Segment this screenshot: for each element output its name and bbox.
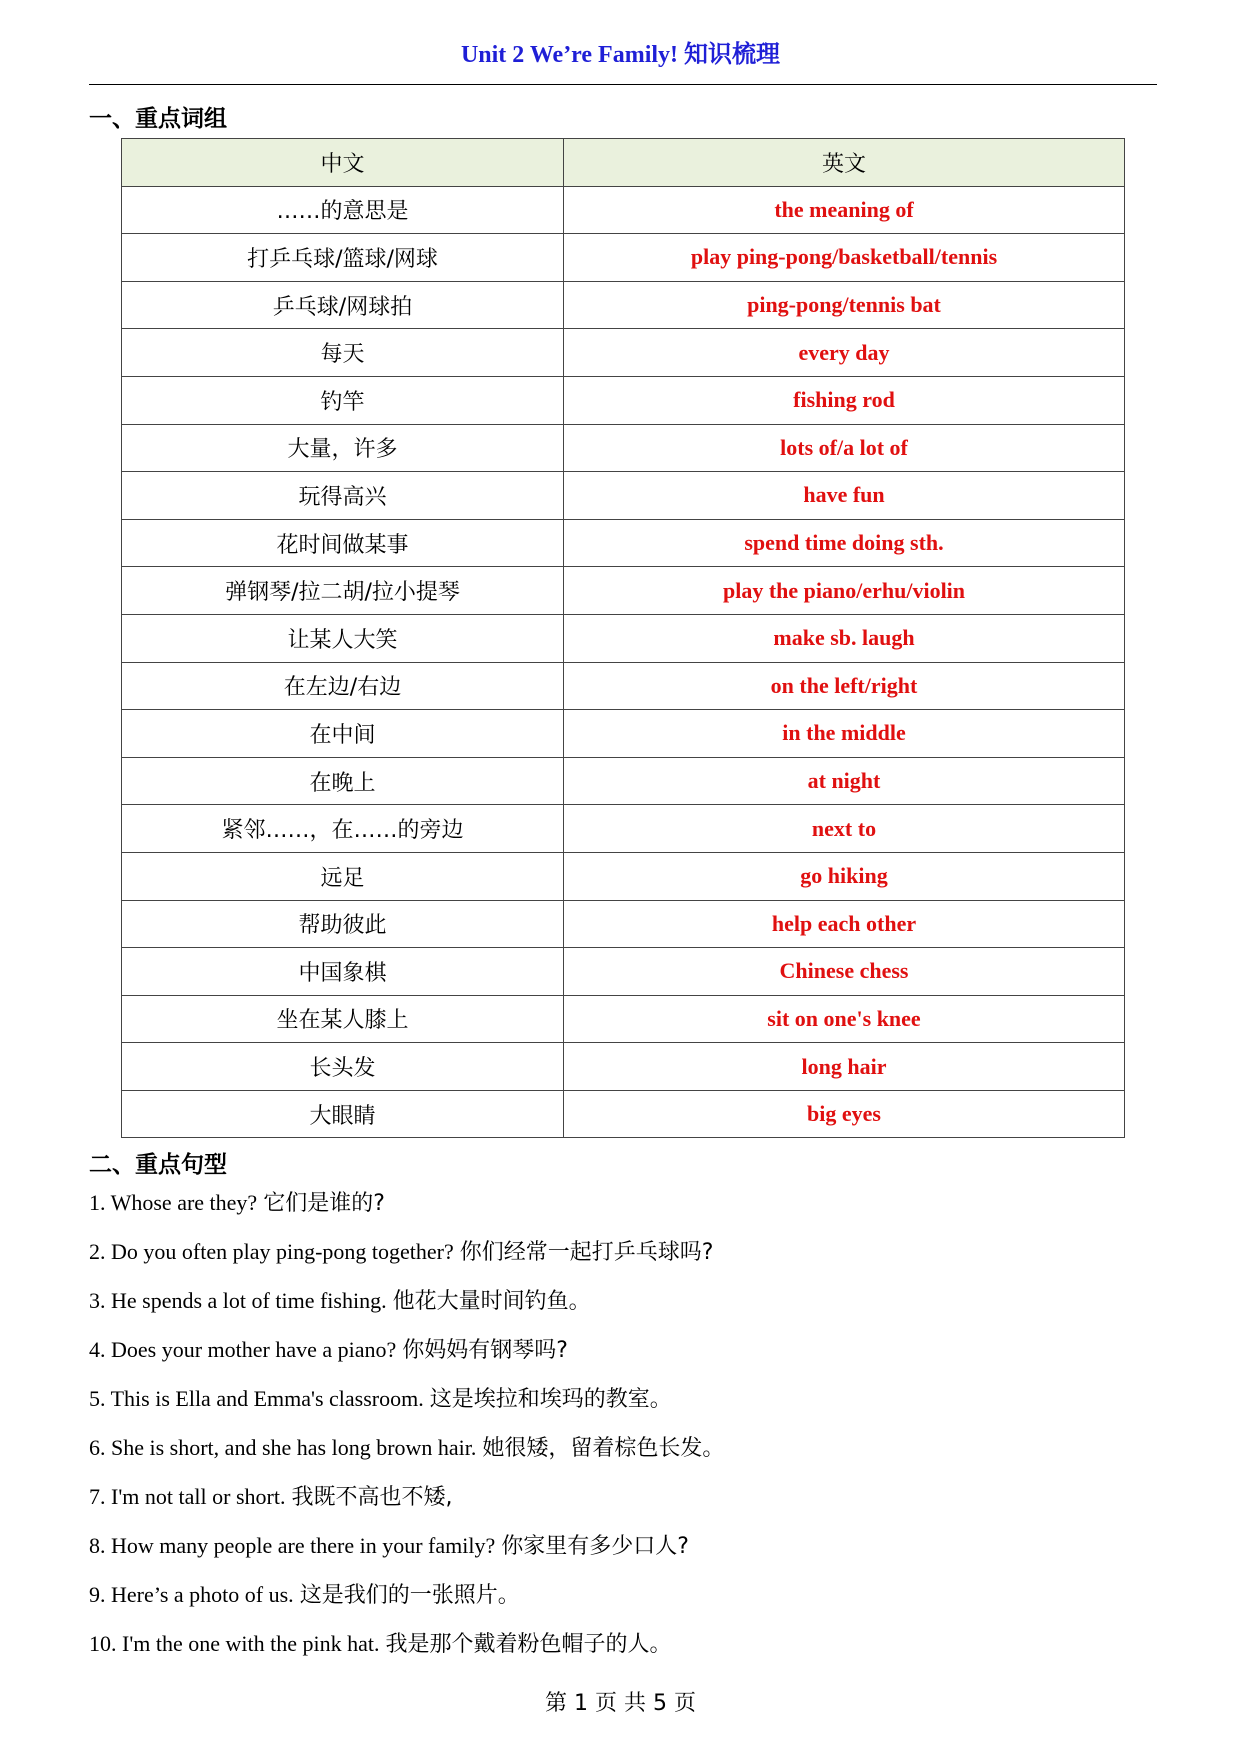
sentence-english: 5. This is Ella and Emma's classroom.: [89, 1386, 424, 1411]
sentence-item: [89, 1531, 1149, 1580]
sentence-english: 9. Here’s a photo of us.: [89, 1582, 294, 1607]
phrase-chinese-cell: 大量，许多: [122, 424, 564, 472]
table-row: [122, 948, 1125, 996]
page-number: 第 1 页 共 5 页: [545, 1691, 696, 1716]
phrase-english-cell: play ping-pong/basketball/tennis: [564, 234, 1125, 282]
phrase-chinese-cell: 每天: [122, 329, 564, 377]
phrase-english-cell: sit on one's knee: [564, 995, 1125, 1043]
table-row: [122, 1043, 1125, 1091]
phrase-english-cell: spend time doing sth.: [564, 519, 1125, 567]
phrase-chinese-cell: 在晚上: [122, 757, 564, 805]
phrase-english-cell: Chinese chess: [564, 948, 1125, 996]
sentence-chinese: 她很矮，留着棕色长发。: [482, 1436, 725, 1461]
vocab-table: [121, 138, 1125, 1138]
sentence-chinese: 你家里有多少口人?: [501, 1534, 689, 1559]
header-rule: [89, 84, 1157, 85]
sentence-item: [89, 1384, 1149, 1433]
table-row: [122, 805, 1125, 853]
sentence-english: 2. Do you often play ping-pong together?: [89, 1239, 454, 1264]
table-row: [122, 281, 1125, 329]
phrase-chinese-cell: 紧邻……，在……的旁边: [122, 805, 564, 853]
sentence-chinese: 他花大量时间钓鱼。: [392, 1289, 591, 1314]
table-row: [122, 614, 1125, 662]
sentence-item: [89, 1482, 1149, 1531]
phrase-chinese-cell: ……的意思是: [122, 186, 564, 234]
sentence-english: 7. I'm not tall or short.: [89, 1484, 286, 1509]
section-heading-sentences: 二、重点句型: [89, 1151, 227, 1178]
phrase-chinese-cell: 在中间: [122, 710, 564, 758]
table-row: [122, 329, 1125, 377]
phrase-chinese-cell: 玩得高兴: [122, 472, 564, 520]
phrase-chinese-cell: 在左边/右边: [122, 662, 564, 710]
sentence-english: 1. Whose are they?: [89, 1190, 258, 1215]
sentence-english: 8. How many people are there in your family?: [89, 1533, 496, 1558]
sentence-chinese: 你妈妈有钢琴吗?: [402, 1338, 568, 1363]
column-header-chinese: 中文: [122, 139, 564, 187]
sentence-item: [89, 1237, 1149, 1286]
table-row: [122, 757, 1125, 805]
table-row: [122, 900, 1125, 948]
phrase-english-cell: have fun: [564, 472, 1125, 520]
phrase-chinese-cell: 长头发: [122, 1043, 564, 1091]
sentence-english: 6. She is short, and she has long brown hair.: [89, 1435, 477, 1460]
sentence-item: [89, 1580, 1149, 1629]
phrase-chinese-cell: 大眼睛: [122, 1090, 564, 1138]
table-row: [122, 662, 1125, 710]
table-row: [122, 472, 1125, 520]
phrase-chinese-cell: 钓竿: [122, 376, 564, 424]
sentence-item: [89, 1433, 1149, 1482]
sentence-item: [89, 1629, 1149, 1678]
phrase-english-cell: ping-pong/tennis bat: [564, 281, 1125, 329]
phrase-chinese-cell: 弹钢琴/拉二胡/拉小提琴: [122, 567, 564, 615]
phrase-english-cell: on the left/right: [564, 662, 1125, 710]
table-row: [122, 710, 1125, 758]
phrase-english-cell: fishing rod: [564, 376, 1125, 424]
sentence-item: [89, 1286, 1149, 1335]
sentence-item: [89, 1188, 1149, 1237]
phrase-chinese-cell: 帮助彼此: [122, 900, 564, 948]
table-row: [122, 1090, 1125, 1138]
phrase-chinese-cell: 让某人大笑: [122, 614, 564, 662]
phrase-english-cell: play the piano/erhu/violin: [564, 567, 1125, 615]
phrase-english-cell: big eyes: [564, 1090, 1125, 1138]
table-row: [122, 376, 1125, 424]
sentence-chinese: 我是那个戴着粉色帽子的人。: [385, 1632, 672, 1657]
phrase-english-cell: at night: [564, 757, 1125, 805]
phrase-chinese-cell: 中国象棋: [122, 948, 564, 996]
phrase-chinese-cell: 打乒乓球/篮球/网球: [122, 234, 564, 282]
phrase-chinese-cell: 远足: [122, 852, 564, 900]
phrase-chinese-cell: 坐在某人膝上: [122, 995, 564, 1043]
sentence-chinese: 你们经常一起打乒乓球吗?: [459, 1240, 714, 1265]
phrase-english-cell: lots of/a lot of: [564, 424, 1125, 472]
document-title: Unit 2 We’re Family! 知识梳理: [460, 42, 781, 68]
sentence-chinese: 我既不高也不矮,: [291, 1485, 453, 1510]
phrase-chinese-cell: 乒乓球/网球拍: [122, 281, 564, 329]
table-row: [122, 424, 1125, 472]
sentence-english: 10. I'm the one with the pink hat.: [89, 1631, 380, 1656]
phrase-english-cell: in the middle: [564, 710, 1125, 758]
table-row: [122, 567, 1125, 615]
sentence-english: 4. Does your mother have a piano?: [89, 1337, 397, 1362]
phrase-english-cell: the meaning of: [564, 186, 1125, 234]
table-header-row: [122, 139, 1125, 187]
table-row: [122, 186, 1125, 234]
sentence-chinese: 这是埃拉和埃玛的教室。: [429, 1387, 672, 1412]
table-row: [122, 234, 1125, 282]
table-row: [122, 852, 1125, 900]
phrase-english-cell: next to: [564, 805, 1125, 853]
table-row: [122, 995, 1125, 1043]
table-row: [122, 519, 1125, 567]
phrase-english-cell: every day: [564, 329, 1125, 377]
phrase-english-cell: make sb. laugh: [564, 614, 1125, 662]
sentence-item: [89, 1335, 1149, 1384]
sentence-chinese: 这是我们的一张照片。: [299, 1583, 520, 1608]
phrase-english-cell: go hiking: [564, 852, 1125, 900]
sentence-chinese: 它们是谁的?: [263, 1191, 385, 1216]
phrase-english-cell: help each other: [564, 900, 1125, 948]
section-heading-phrases: 一、重点词组: [89, 105, 227, 132]
phrase-chinese-cell: 花时间做某事: [122, 519, 564, 567]
sentence-list: [89, 1188, 1149, 1678]
sentence-english: 3. He spends a lot of time fishing.: [89, 1288, 387, 1313]
phrase-english-cell: long hair: [564, 1043, 1125, 1091]
column-header-english: 英文: [564, 139, 1125, 187]
